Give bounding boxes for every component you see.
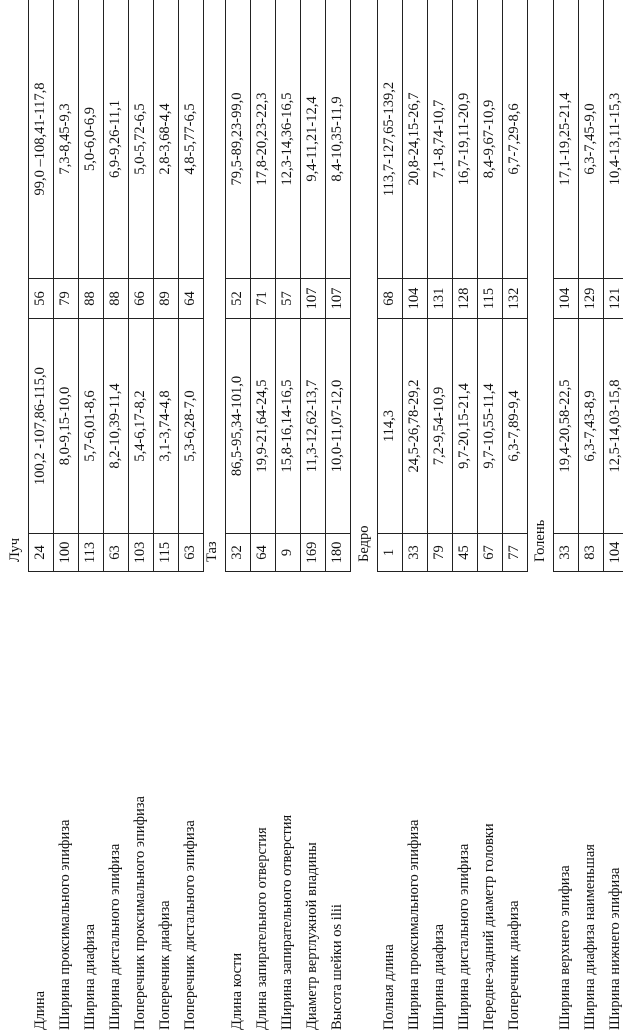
measurement-label: Ширина дистального эпифиза (456, 843, 472, 1030)
count-cell-1: 9 (275, 534, 300, 572)
table-row (225, 0, 250, 1032)
range-cell-2: 9,4-11,21-12,4 (300, 0, 325, 279)
range-cell-2: 6,3-7,45-9,0 (578, 0, 603, 279)
table-row (325, 0, 350, 1032)
count-cell-2: 115 (477, 279, 502, 319)
table-row (402, 0, 427, 1032)
range-cell-2: 10,4-13,11-15,3 (603, 0, 623, 279)
count-cell-1: 63 (178, 534, 203, 572)
count-cell-2: 66 (128, 279, 153, 319)
range-cell-2: 8,4-10,35-11,9 (325, 0, 350, 279)
range-cell-2: 6,9-9,26-11,1 (103, 0, 128, 279)
count-cell-1: 32 (225, 534, 250, 572)
range-cell-2: 5,0-6,0-6,9 (78, 0, 103, 279)
table-row (78, 0, 103, 1032)
range-cell-1: 8,2-10,39-11,4 (103, 319, 128, 534)
table-row (128, 0, 153, 1032)
measurement-label: Ширина проксимального эпифиза (406, 819, 422, 1030)
range-cell-1: 9,7-20,15-21,4 (452, 319, 477, 534)
count-cell-1: 33 (553, 534, 578, 572)
count-cell-1: 64 (250, 534, 275, 572)
count-cell-2: 56 (28, 279, 53, 319)
count-cell-1: 67 (477, 534, 502, 572)
table-row (452, 0, 477, 1032)
range-cell-1: 5,4-6,17-8,2 (128, 319, 153, 534)
table-row (477, 0, 502, 1032)
table-row (427, 0, 452, 1032)
measurement-label: Ширина диафиза (431, 923, 447, 1030)
range-cell-2: 113,7-127,65-139,2 (377, 0, 402, 279)
section-title-radius: Луч (7, 537, 23, 562)
range-cell-1: 5,3-6,28-7,0 (178, 319, 203, 534)
row-divider (527, 0, 528, 572)
range-cell-1: 24,5-26,78-29,2 (402, 319, 427, 534)
measurement-label: Длина запирательного отверстия (254, 827, 270, 1030)
count-cell-2: 64 (178, 279, 203, 319)
measurement-label: Поперечник проксимального эпифиза (132, 796, 148, 1030)
count-cell-1: 115 (153, 534, 178, 572)
range-cell-2: 17,1-19,25-21,4 (553, 0, 578, 279)
table-row (502, 0, 527, 1032)
range-cell-2: 17,8-20,23-22,3 (250, 0, 275, 279)
range-cell-1: 6,3-7,89-9,4 (502, 319, 527, 534)
count-cell-2: 107 (325, 279, 350, 319)
count-cell-1: 45 (452, 534, 477, 572)
table-row (178, 0, 203, 1032)
count-cell-2: 52 (225, 279, 250, 319)
section-title-tibia: Голень (532, 519, 548, 562)
measurement-label: Диаметр вертлужной впадины (304, 842, 320, 1030)
table-row (28, 0, 53, 1032)
measurement-label: Поперечник дистального эпифиза (182, 820, 198, 1030)
range-cell-2: 99,0 –108,41-117,8 (28, 0, 53, 279)
range-cell-1: 10,0-11,07-12,0 (325, 319, 350, 534)
row-divider (350, 0, 351, 572)
count-cell-1: 1 (377, 534, 402, 572)
range-cell-2: 2,8-3,68-4,4 (153, 0, 178, 279)
table-row (275, 0, 300, 1032)
range-cell-2: 5,0-5,72-6,5 (128, 0, 153, 279)
range-cell-1: 3,1-3,74-4,8 (153, 319, 178, 534)
range-cell-1: 114,3 (377, 319, 402, 534)
range-cell-2: 8,4-9,67-10,9 (477, 0, 502, 279)
range-cell-2: 6,7-7,29-8,6 (502, 0, 527, 279)
count-cell-2: 107 (300, 279, 325, 319)
measurement-label: Ширина диафиза наименьшая (582, 844, 598, 1030)
table-row (250, 0, 275, 1032)
table-row (53, 0, 78, 1032)
range-cell-2: 7,1-8,74-10,7 (427, 0, 452, 279)
table-row (103, 0, 128, 1032)
count-cell-2: 71 (250, 279, 275, 319)
range-cell-2: 20,8-24,15-26,7 (402, 0, 427, 279)
count-cell-2: 57 (275, 279, 300, 319)
count-cell-1: 113 (78, 534, 103, 572)
count-cell-2: 104 (553, 279, 578, 319)
measurement-label: Длина (32, 990, 48, 1030)
count-cell-1: 169 (300, 534, 325, 572)
range-cell-2: 16,7-19,11-20,9 (452, 0, 477, 279)
count-cell-2: 88 (103, 279, 128, 319)
measurement-label: Полная длина (381, 944, 397, 1030)
measurement-label: Ширина нижнего эпифиза (607, 867, 623, 1030)
measurement-label: Поперечник диафиза (157, 900, 173, 1030)
range-cell-1: 19,9-21,64-24,5 (250, 319, 275, 534)
range-cell-2: 79,5-89,23-99,0 (225, 0, 250, 279)
table-row (603, 0, 623, 1032)
measurement-label: Высота шейки os ilii (329, 904, 345, 1030)
table-row (578, 0, 603, 1032)
count-cell-1: 103 (128, 534, 153, 572)
section-title-pelvis: Таз (204, 541, 220, 562)
range-cell-1: 8,0-9,15-10,0 (53, 319, 78, 534)
measurement-label: Ширина диафиза (82, 923, 98, 1030)
count-cell-1: 77 (502, 534, 527, 572)
table-row (300, 0, 325, 1032)
row-divider (203, 0, 204, 572)
count-cell-2: 79 (53, 279, 78, 319)
count-cell-1: 83 (578, 534, 603, 572)
count-cell-2: 88 (78, 279, 103, 319)
range-cell-1: 86,5-95,34-101,0 (225, 319, 250, 534)
count-cell-2: 129 (578, 279, 603, 319)
table-row (153, 0, 178, 1032)
count-cell-2: 132 (502, 279, 527, 319)
range-cell-1: 19,4-20,58-22,5 (553, 319, 578, 534)
range-cell-1: 5,7-6,01-8,6 (78, 319, 103, 534)
count-cell-2: 89 (153, 279, 178, 319)
measurement-label: Ширина проксимального эпифиза (57, 819, 73, 1030)
count-cell-2: 128 (452, 279, 477, 319)
measurement-label: Ширина верхнего эпифиза (557, 865, 573, 1030)
count-cell-1: 63 (103, 534, 128, 572)
count-cell-1: 104 (603, 534, 623, 572)
count-cell-1: 33 (402, 534, 427, 572)
count-cell-2: 104 (402, 279, 427, 319)
range-cell-1: 15,8-16,14-16,5 (275, 319, 300, 534)
measurement-label: Ширина дистального эпифиза (107, 843, 123, 1030)
section-title-femur: Бедро (356, 525, 372, 562)
count-cell-2: 68 (377, 279, 402, 319)
range-cell-1: 7,2-9,54-10,9 (427, 319, 452, 534)
measurement-label: Передне-задний диаметр головки (481, 823, 497, 1030)
table-row (553, 0, 578, 1032)
count-cell-1: 24 (28, 534, 53, 572)
range-cell-2: 12,3-14,36-16,5 (275, 0, 300, 279)
range-cell-2: 7,3-8,45-9,3 (53, 0, 78, 279)
range-cell-2: 4,8-5,77-6,5 (178, 0, 203, 279)
range-cell-1: 6,3-7,43-8,9 (578, 319, 603, 534)
count-cell-1: 100 (53, 534, 78, 572)
measurement-label: Ширина запирательного отверстия (279, 814, 295, 1030)
count-cell-2: 131 (427, 279, 452, 319)
range-cell-1: 9,7-10,55-11,4 (477, 319, 502, 534)
range-cell-1: 12,5-14,03-15,8 (603, 319, 623, 534)
range-cell-1: 11,3-12,62-13,7 (300, 319, 325, 534)
table-row (377, 0, 402, 1032)
count-cell-1: 79 (427, 534, 452, 572)
count-cell-1: 180 (325, 534, 350, 572)
measurement-label: Длина кости (229, 952, 245, 1030)
measurement-label: Поперечник диафиза (506, 900, 522, 1030)
range-cell-1: 100,2 -107,86-115,0 (28, 319, 53, 534)
count-cell-2: 121 (603, 279, 623, 319)
